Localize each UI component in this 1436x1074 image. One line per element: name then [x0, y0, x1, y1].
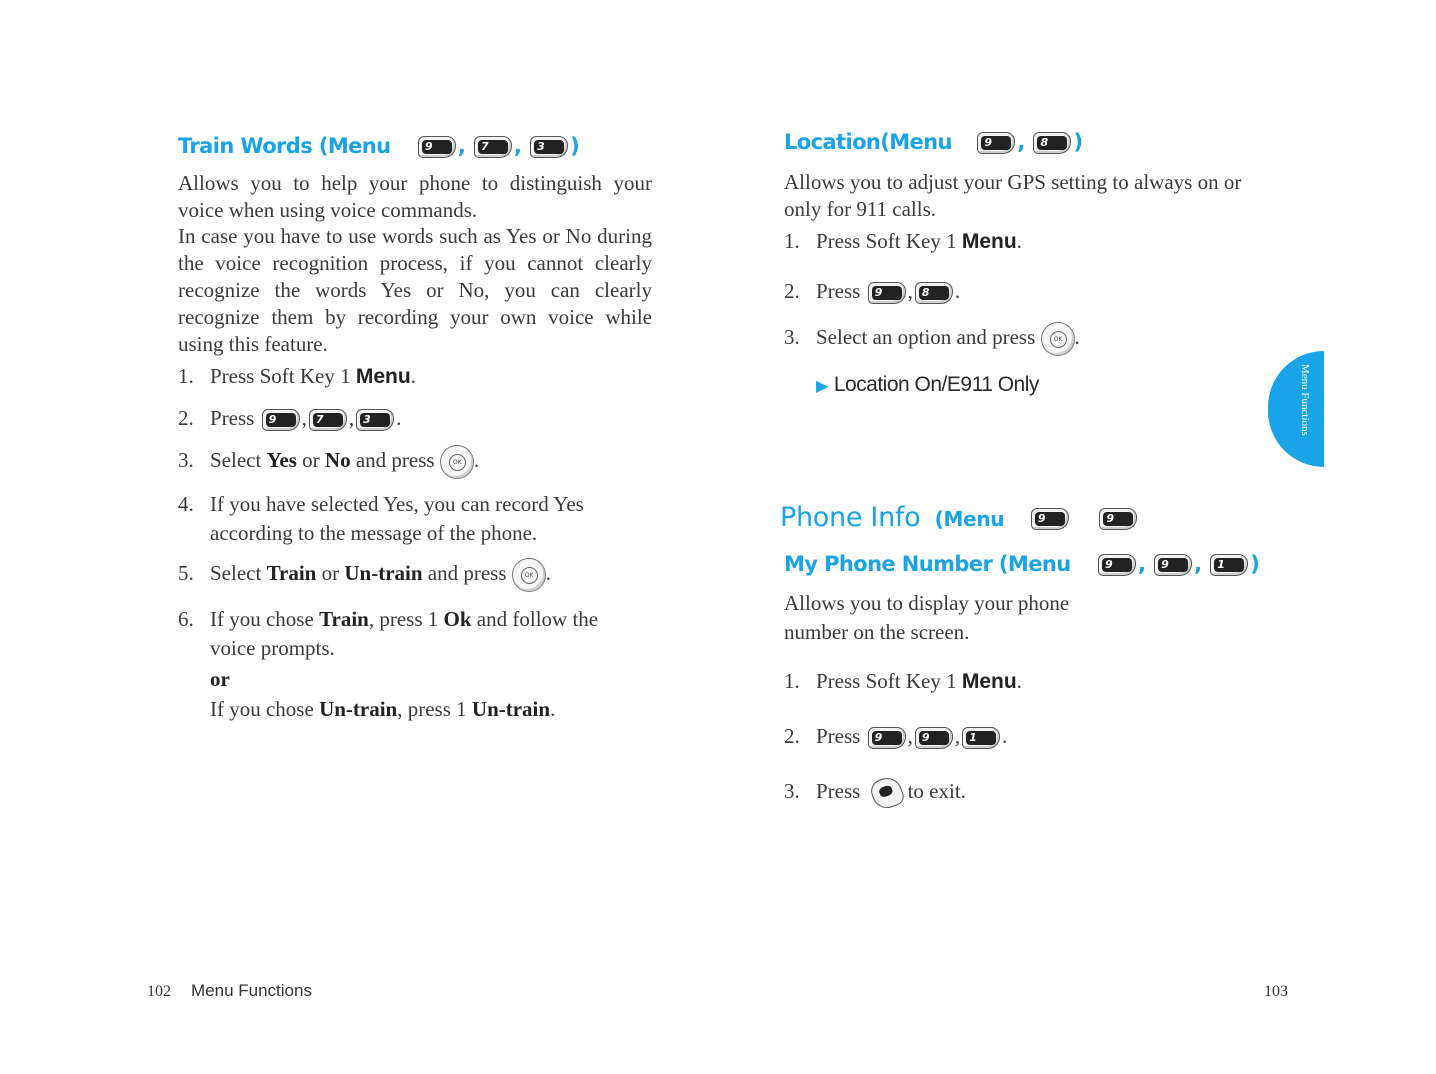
location-title: Location(Menu — [784, 130, 952, 154]
train-step-1: 1. Press Soft Key 1 Menu. — [178, 364, 416, 388]
location-step-2: 2. Press 9 , 8 . — [784, 279, 961, 303]
key-9-icon: 9 — [1099, 508, 1137, 530]
page-number-right: 103 — [1264, 983, 1288, 1000]
key-3-icon: 3 — [356, 409, 394, 431]
my-number-step-2: 2. Press 9 , 9 , 1 . — [784, 724, 1008, 748]
key-9-icon: 9 — [1154, 554, 1192, 576]
key-9-icon: 9 — [915, 727, 953, 749]
my-number-step-3: 3. Press to exit. — [784, 778, 966, 808]
my-number-step-1: 1. Press Soft Key 1 Menu. — [784, 669, 1022, 693]
triangle-bullet-icon: ▶ — [816, 378, 828, 395]
key-3-icon: 3 — [530, 136, 568, 158]
key-8-icon: 8 — [915, 282, 953, 304]
key-1-icon: 1 — [962, 727, 1000, 749]
key-1-icon: 1 — [1210, 554, 1248, 576]
untrain-alternative: If you chose Un-train, press 1 Un-train. — [210, 697, 556, 721]
location-heading: Location(Menu 9 , 8 ) — [784, 130, 1083, 154]
my-phone-number-intro: Allows you to display your phone number on the screen. — [784, 591, 1070, 644]
end-key-icon — [867, 774, 905, 812]
key-7-icon: 7 — [309, 409, 347, 431]
train-words-heading: Train Words (Menu 9 , 7 , 3 ) — [178, 134, 580, 158]
key-9-icon: 9 — [868, 282, 906, 304]
key-7-icon: 7 — [474, 136, 512, 158]
ok-key-icon: OK — [1041, 322, 1075, 356]
train-step-6: 6. If you chose Train, press 1 Ok and follow the voice prompts. — [178, 607, 599, 660]
side-tab-label: Menu Functions — [1299, 364, 1311, 436]
train-words-paragraph: In case you have to use words such as Yes or No during the voice recognition process, if you cannot clearly recognize the words Yes or No, you can clearly recognize them by recording your own voice while using this feature. — [178, 224, 652, 356]
footer-section-label: Menu Functions — [191, 981, 312, 1000]
location-option: ▶ Location On/E911 Only — [816, 373, 1039, 396]
my-phone-number-heading: My Phone Number (Menu 9 , 9 , 1 ) — [784, 552, 1260, 576]
key-8-icon: 8 — [1033, 132, 1071, 154]
phone-info-title: Phone Info — [780, 502, 921, 533]
train-words-intro: Allows you to help your phone to distinguish your voice when using voice commands. — [178, 171, 652, 222]
ok-key-icon: OK — [440, 445, 474, 479]
key-9-icon: 9 — [262, 409, 300, 431]
page-number-left: 102 — [147, 983, 171, 1000]
train-step-4: 4. If you have selected Yes, you can record Yes according to the message of the phone. — [178, 492, 584, 545]
or-label: or — [210, 667, 230, 691]
train-step-3: 3. Select Yes or No and press OK . — [178, 445, 479, 479]
phone-info-heading: Phone Info (Menu 9 9 — [780, 502, 1139, 533]
key-9-icon: 9 — [1031, 508, 1069, 530]
key-9-icon: 9 — [977, 132, 1015, 154]
ok-key-icon: OK — [512, 558, 546, 592]
location-intro: Allows you to adjust your GPS setting to always on or only for 911 calls. — [784, 170, 1242, 221]
key-9-icon: 9 — [418, 136, 456, 158]
my-phone-number-title: My Phone Number (Menu — [784, 552, 1071, 576]
train-step-2: 2. Press 9 , 7 , 3 . — [178, 406, 402, 430]
location-step-1: 1. Press Soft Key 1 Menu. — [784, 229, 1022, 253]
key-9-icon: 9 — [868, 727, 906, 749]
train-step-5: 5. Select Train or Un-train and press OK . — [178, 558, 551, 592]
key-9-icon: 9 — [1098, 554, 1136, 576]
train-words-title: Train Words (Menu — [178, 134, 391, 158]
location-step-3: 3. Select an option and press OK . — [784, 322, 1080, 356]
